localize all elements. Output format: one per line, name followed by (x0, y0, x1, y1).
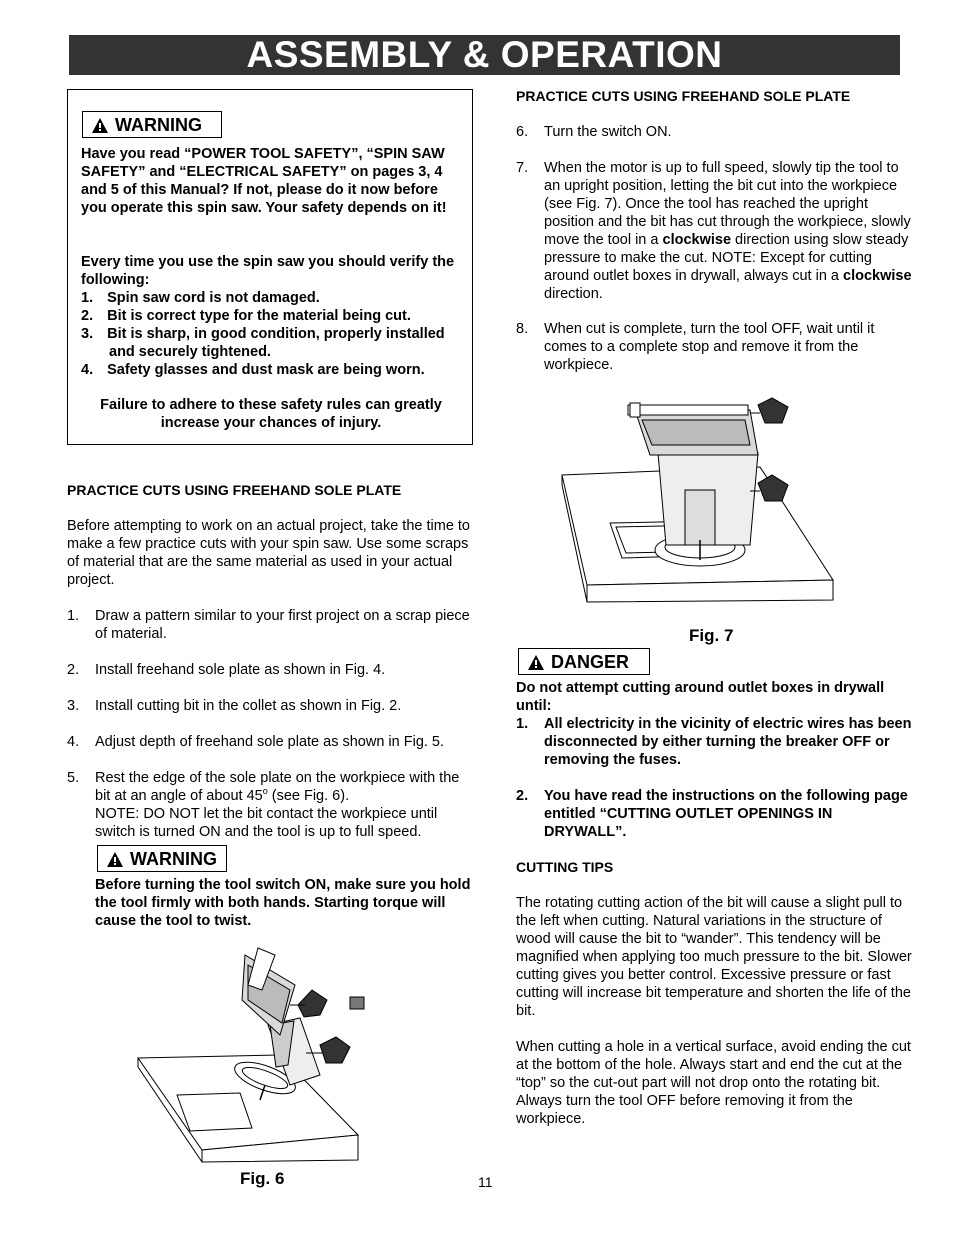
warning-intro: Have you read “POWER TOOL SAFETY”, “SPIN SAW SAFETY” and “ELECTRICAL SAFETY” on pages 3, 4 and 5 of this Manual? If not, please do it now before you operate this spin saw. Your safety depends on it! (81, 146, 447, 216)
danger-label: DANGER (551, 652, 630, 672)
warning-triangle-icon (106, 851, 124, 868)
step-4: Adjust depth of freehand sole plate as shown in Fig. 5. (95, 734, 445, 750)
left-intro: Before attempting to work on an actual project, take the time to make a few practice cuts with your spin saw. Use some scraps of material that are the same material as used in your actual project. (67, 518, 470, 588)
warning-verify: Every time you use the spin saw you should verify the following: (81, 254, 455, 288)
danger-intro: Do not attempt cutting around outlet boxes in drywall until: (516, 680, 885, 714)
list-item: 2. Bit is correct type for the material being cut. (81, 308, 411, 324)
list-item: 4. Safety glasses and dust mask are being worn. (81, 362, 425, 378)
danger-label-box (518, 648, 650, 675)
danger-item-1: All electricity in the vicinity of electric wires has been disconnected by either turning the breaker OFF or removing the fuses. (544, 716, 912, 768)
step-number: 2. (67, 662, 80, 678)
cutting-tips-paragraph-2: When cutting a hole in a vertical surface, avoid ending the cut at the bottom of the hole. Always start and end the cut at the “top” so the cut-out part will not drop onto the rotating bit. Always turn the tool OFF before removing it from the workpiece. (516, 1039, 911, 1127)
left-section-heading: PRACTICE CUTS USING FREEHAND SOLE PLATE (67, 482, 402, 498)
step-5: Rest the edge of the sole plate on the workpiece with the bit at an angle of about 45$^o$ (see Fig. 6). NOTE: DO NOT let the bit contact the workpiece until switch is turned ON and the tool is up to full speed. (95, 770, 460, 840)
warning2-label-box (97, 845, 227, 872)
page-title: ASSEMBLY & OPERATION (69, 35, 900, 75)
warning2-label: WARNING (130, 849, 217, 869)
step-8: When cut is complete, turn the tool OFF, wait until it comes to a complete stop and remove it from the workpiece. (544, 321, 875, 373)
cutting-tips-paragraph-1: The rotating cutting action of the bit will cause a slight pull to the left when cutting. Natural variations in the structure of wood will cause the bit to “wander”. This tendency will be magnified when applying too much pressure to the bit. Slower cutting gives you better control. Excessive pressure or fast cutting will increase bit temperature and shorten the life of the bit. (516, 895, 912, 1019)
step-number: 5. (67, 770, 80, 786)
step-number: 1. (67, 608, 80, 624)
warning-checklist (81, 289, 466, 379)
step-1: Draw a pattern similar to your first project on a scrap piece of material. (95, 608, 470, 642)
list-item: 3. Bit is sharp, in good condition, properly installed and securely tightened. (81, 326, 445, 360)
warning-label-box (82, 111, 222, 138)
list-item: 1. Spin saw cord is not damaged. (81, 290, 320, 306)
danger-triangle-icon (527, 654, 545, 671)
step-number: 2. (516, 788, 529, 804)
step-number: 4. (67, 734, 80, 750)
fig-6-label: Fig. 6 (240, 1169, 285, 1188)
warning2-text: Before turning the tool switch ON, make sure you hold the tool firmly with both hands. Starting torque will cause the tool to twist. (95, 877, 471, 929)
page-number: 11 (478, 1174, 493, 1190)
warning-triangle-icon (91, 117, 109, 134)
right-section-heading: PRACTICE CUTS USING FREEHAND SOLE PLATE (516, 88, 851, 104)
danger-item-2: You have read the instructions on the following page entitled “CUTTING OUTLET OPENINGS IN DRYWALL”. (544, 788, 908, 840)
step-number: 6. (516, 124, 529, 140)
cutting-tips-heading: CUTTING TIPS (516, 859, 614, 875)
step-3: Install cutting bit in the collet as shown in Fig. 2. (95, 698, 402, 714)
step-number: 7. (516, 160, 529, 176)
warning-footer: Failure to adhere to these safety rules can greatly increase your chances of injury. (100, 397, 442, 431)
fig-7-label: Fig. 7 (689, 626, 734, 645)
warning-box (67, 89, 473, 445)
step-7: When the motor is up to full speed, slowly tip the tool to an upright position, letting the bit cut into the workpiece (see Fig. 7). Once the tool has reached the upright position and the bit has cut through the workpiece, slowly move the tool in a clockwise direction using slow steady pressure to make the cut. NOTE: Except for cutting around outlet boxes in drywall, always cut in a clockwise direction. (544, 160, 912, 302)
step-6: Turn the switch ON. (544, 124, 672, 140)
warning-label: WARNING (115, 115, 202, 135)
fig-7-illustration (560, 395, 840, 607)
fig-6-illustration (130, 945, 365, 1165)
step-number: 3. (67, 698, 80, 714)
step-5-note: NOTE: DO NOT let the bit contact the workpiece until switch is turned ON and the tool is up to full speed. (95, 806, 438, 840)
step-number: 1. (516, 716, 529, 732)
step-2: Install freehand sole plate as shown in Fig. 4. (95, 662, 386, 678)
step-number: 8. (516, 321, 529, 337)
